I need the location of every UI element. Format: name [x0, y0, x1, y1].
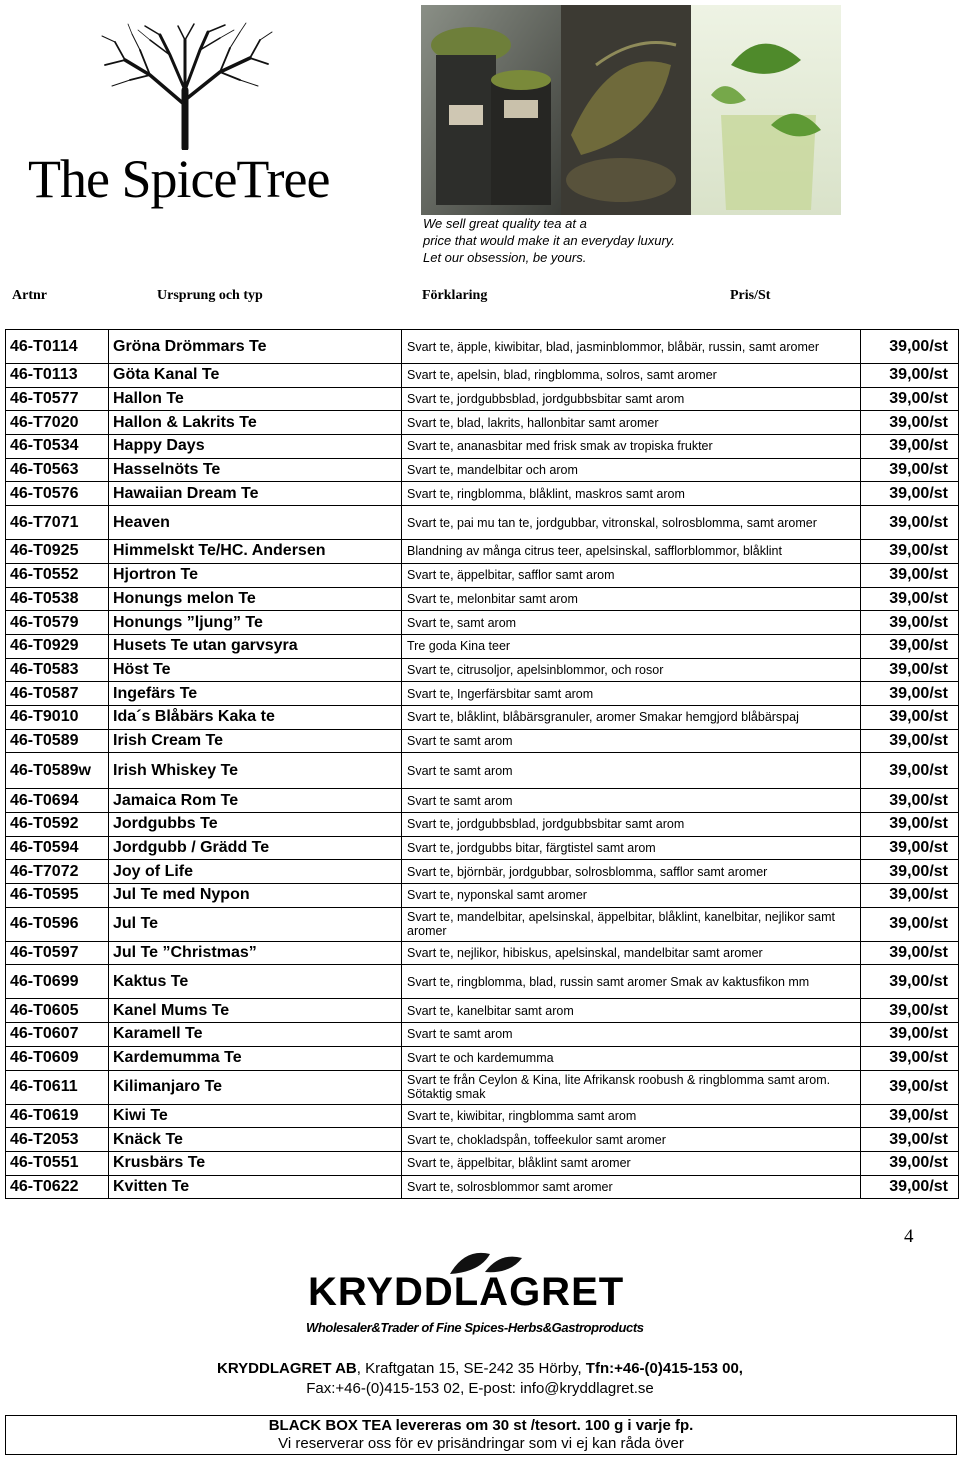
item-description: Svart te, apelsin, blad, ringblomma, solros, samt aromer	[402, 364, 861, 388]
item-name: Hjortron Te	[109, 563, 402, 587]
table-row	[6, 884, 959, 908]
item-description: Svart te, nyponskal samt aromer	[402, 884, 861, 908]
item-price: 39,00/st	[861, 411, 959, 435]
item-price: 39,00/st	[861, 611, 959, 635]
table-row	[6, 1151, 959, 1175]
table-row	[6, 634, 959, 658]
tagline-line: We sell great quality tea at a	[423, 216, 587, 231]
item-code: 46-T7072	[6, 860, 109, 884]
spicetree-logo	[20, 20, 350, 209]
item-code: 46-T0592	[6, 813, 109, 837]
item-price: 39,00/st	[861, 1070, 959, 1104]
item-price: 39,00/st	[861, 540, 959, 564]
item-description: Svart te, mandelbitar och arom	[402, 458, 861, 482]
item-price: 39,00/st	[861, 941, 959, 965]
table-row	[6, 789, 959, 813]
item-code: 46-T0552	[6, 563, 109, 587]
item-name: Jordgubbs Te	[109, 813, 402, 837]
item-description: Svart te, mandelbitar, apelsinskal, äppelbitar, blåklint, kanelbitar, nejlikor samt aromer	[402, 907, 861, 941]
item-name: Jul Te med Nypon	[109, 884, 402, 908]
item-name: Heaven	[109, 506, 402, 540]
item-description: Svart te samt arom	[402, 753, 861, 789]
table-row	[6, 836, 959, 860]
item-description: Svart te, blåklint, blåbärsgranuler, aromer Smakar hemgjord blåbärspaj	[402, 705, 861, 729]
item-price: 39,00/st	[861, 587, 959, 611]
table-row	[6, 563, 959, 587]
item-description: Svart te, ananasbitar med frisk smak av tropiska frukter	[402, 435, 861, 459]
item-description: Svart te, nejlikor, hibiskus, apelsinskal, mandelbitar samt aromer	[402, 941, 861, 965]
table-row	[6, 682, 959, 706]
item-name: Gröna Drömmars Te	[109, 330, 402, 364]
item-name: Kiwi Te	[109, 1104, 402, 1128]
item-code: 46-T0699	[6, 965, 109, 999]
table-row	[6, 364, 959, 388]
item-name: Kardemumma Te	[109, 1046, 402, 1070]
item-name: Happy Days	[109, 435, 402, 459]
item-name: Kaktus Te	[109, 965, 402, 999]
item-code: 46-T0589	[6, 729, 109, 753]
table-row	[6, 705, 959, 729]
tagline-line: price that would make it an everyday luxury.	[423, 233, 675, 248]
item-price: 39,00/st	[861, 330, 959, 364]
item-name: Irish Cream Te	[109, 729, 402, 753]
item-code: 46-T0563	[6, 458, 109, 482]
item-code: 46-T0925	[6, 540, 109, 564]
item-code: 46-T0538	[6, 587, 109, 611]
item-price: 39,00/st	[861, 506, 959, 540]
item-price: 39,00/st	[861, 364, 959, 388]
item-name: Irish Whiskey Te	[109, 753, 402, 789]
table-row	[6, 330, 959, 364]
notice-line-1: BLACK BOX TEA levereras om 30 st /tesort. 100 g i varje fp.	[268, 1417, 694, 1434]
item-name: Himmelskt Te/HC. Andersen	[109, 540, 402, 564]
item-description: Svart te samt arom	[402, 789, 861, 813]
table-row	[6, 729, 959, 753]
item-name: Kanel Mums Te	[109, 999, 402, 1023]
table-row	[6, 941, 959, 965]
item-name: Kilimanjaro Te	[109, 1070, 402, 1104]
product-table	[5, 329, 959, 1199]
table-row	[6, 1046, 959, 1070]
item-code: 46-T0596	[6, 907, 109, 941]
item-description: Svart te, melonbitar samt arom	[402, 587, 861, 611]
contact-address: , Kraftgatan 15, SE-242 35 Hörby,	[356, 1360, 586, 1377]
item-code: 46-T9010	[6, 705, 109, 729]
tagline	[423, 215, 675, 266]
item-price: 39,00/st	[861, 482, 959, 506]
item-code: 46-T0607	[6, 1023, 109, 1047]
item-name: Jul Te	[109, 907, 402, 941]
item-name: Hawaiian Dream Te	[109, 482, 402, 506]
item-price: 39,00/st	[861, 753, 959, 789]
item-name: Honungs ”ljung” Te	[109, 611, 402, 635]
item-name: Krusbärs Te	[109, 1151, 402, 1175]
table-row	[6, 587, 959, 611]
item-name: Hasselnöts Te	[109, 458, 402, 482]
item-code: 46-T0622	[6, 1175, 109, 1199]
table-row	[6, 813, 959, 837]
item-name: Hallon & Lakrits Te	[109, 411, 402, 435]
item-price: 39,00/st	[861, 458, 959, 482]
table-row	[6, 387, 959, 411]
kryddlagret-logo	[300, 1246, 670, 1346]
item-description: Svart te samt arom	[402, 1023, 861, 1047]
item-description: Svart te, äppelbitar, blåklint samt aromer	[402, 1151, 861, 1175]
item-code: 46-T7020	[6, 411, 109, 435]
item-price: 39,00/st	[861, 658, 959, 682]
item-price: 39,00/st	[861, 965, 959, 999]
item-price: 39,00/st	[861, 860, 959, 884]
item-description: Svart te, pai mu tan te, jordgubbar, vitronskal, solrosblomma, samt aromer	[402, 506, 861, 540]
item-price: 39,00/st	[861, 1023, 959, 1047]
contact-line-1	[0, 1360, 960, 1377]
item-code: 46-T0576	[6, 482, 109, 506]
item-code: 46-T0605	[6, 999, 109, 1023]
item-price: 39,00/st	[861, 729, 959, 753]
kryddlagret-name: KRYDDLAGRET	[308, 1270, 625, 1314]
item-description: Blandning av många citrus teer, apelsinskal, safflorblommor, blåklint	[402, 540, 861, 564]
item-code: 46-T0583	[6, 658, 109, 682]
item-description: Svart te, citrusoljor, apelsinblommor, och rosor	[402, 658, 861, 682]
table-row	[6, 907, 959, 941]
tagline-line: Let our obsession, be yours.	[423, 250, 587, 265]
item-price: 39,00/st	[861, 884, 959, 908]
table-row	[6, 860, 959, 884]
header-artnr: Artnr	[12, 288, 47, 303]
item-code: 46-T0113	[6, 364, 109, 388]
item-code: 46-T0594	[6, 836, 109, 860]
item-name: Honungs melon Te	[109, 587, 402, 611]
item-code: 46-T0694	[6, 789, 109, 813]
table-row	[6, 482, 959, 506]
contact-company: KRYDDLAGRET AB	[217, 1360, 357, 1377]
table-row	[6, 1070, 959, 1104]
item-description: Svart te, blad, lakrits, hallonbitar samt aromer	[402, 411, 861, 435]
item-name: Karamell Te	[109, 1023, 402, 1047]
item-description: Svart te, ringblomma, blad, russin samt aromer Smak av kaktusfikon mm	[402, 965, 861, 999]
table-row	[6, 435, 959, 459]
item-price: 39,00/st	[861, 387, 959, 411]
item-code: 46-T0619	[6, 1104, 109, 1128]
table-row	[6, 411, 959, 435]
item-price: 39,00/st	[861, 634, 959, 658]
table-row	[6, 458, 959, 482]
item-code: 46-T0114	[6, 330, 109, 364]
header-price: Pris/St	[730, 288, 771, 303]
item-price: 39,00/st	[861, 1151, 959, 1175]
table-row	[6, 1175, 959, 1199]
item-price: 39,00/st	[861, 789, 959, 813]
item-description: Svart te, chokladspån, toffeekulor samt aromer	[402, 1128, 861, 1152]
item-name: Jul Te ”Christmas”	[109, 941, 402, 965]
item-name: Kvitten Te	[109, 1175, 402, 1199]
item-description: Svart te, jordgubbs bitar, färgtistel samt arom	[402, 836, 861, 860]
item-price: 39,00/st	[861, 1104, 959, 1128]
product-table-body	[6, 330, 959, 1199]
item-description: Svart te, ringblomma, blåklint, maskros samt arom	[402, 482, 861, 506]
table-row	[6, 1023, 959, 1047]
tea-photo	[421, 5, 841, 215]
header-origin: Ursprung och typ	[157, 288, 263, 303]
item-description: Tre goda Kina teer	[402, 634, 861, 658]
table-row	[6, 1104, 959, 1128]
item-code: 46-T0587	[6, 682, 109, 706]
kryddlagret-tagline: Wholesaler&Trader of Fine Spices-Herbs&Gastroproducts	[306, 1320, 644, 1335]
item-name: Ida´s Blåbärs Kaka te	[109, 705, 402, 729]
notice-box	[5, 1415, 957, 1455]
item-name: Jamaica Rom Te	[109, 789, 402, 813]
item-price: 39,00/st	[861, 563, 959, 587]
item-code: 46-T0551	[6, 1151, 109, 1175]
item-name: Göta Kanal Te	[109, 364, 402, 388]
table-row	[6, 540, 959, 564]
table-row	[6, 965, 959, 999]
item-name: Joy of Life	[109, 860, 402, 884]
table-row	[6, 506, 959, 540]
item-description: Svart te, jordgubbsblad, jordgubbsbitar samt arom	[402, 813, 861, 837]
item-code: 46-T7071	[6, 506, 109, 540]
page-number: 4	[904, 1226, 914, 1247]
item-price: 39,00/st	[861, 836, 959, 860]
item-code: 46-T0579	[6, 611, 109, 635]
item-code: 46-T0611	[6, 1070, 109, 1104]
table-row	[6, 753, 959, 789]
item-price: 39,00/st	[861, 1175, 959, 1199]
item-code: 46-T0929	[6, 634, 109, 658]
item-description: Svart te, björnbär, jordgubbar, solrosblomma, safflor samt aromer	[402, 860, 861, 884]
item-name: Jordgubb / Grädd Te	[109, 836, 402, 860]
item-name: Höst Te	[109, 658, 402, 682]
item-code: 46-T0577	[6, 387, 109, 411]
tree-icon	[90, 20, 280, 150]
table-row	[6, 611, 959, 635]
item-price: 39,00/st	[861, 813, 959, 837]
item-description: Svart te och kardemumma	[402, 1046, 861, 1070]
brand-name: The SpiceTree	[28, 149, 330, 209]
item-name: Hallon Te	[109, 387, 402, 411]
item-description: Svart te, äpple, kiwibitar, blad, jasminblommor, blåbär, russin, samt aromer	[402, 330, 861, 364]
item-price: 39,00/st	[861, 435, 959, 459]
table-row	[6, 999, 959, 1023]
item-code: 46-T2053	[6, 1128, 109, 1152]
item-description: Svart te, samt arom	[402, 611, 861, 635]
contact-line-2: Fax:+46-(0)415-153 02, E-post: info@kryddlagret.se	[306, 1380, 654, 1397]
item-code: 46-T0597	[6, 941, 109, 965]
item-description: Svart te, Ingerfärsbitar samt arom	[402, 682, 861, 706]
item-description: Svart te, kiwibitar, ringblomma samt arom	[402, 1104, 861, 1128]
header-explanation: Förklaring	[422, 288, 488, 303]
item-price: 39,00/st	[861, 682, 959, 706]
item-price: 39,00/st	[861, 1046, 959, 1070]
item-name: Knäck Te	[109, 1128, 402, 1152]
table-row	[6, 1128, 959, 1152]
item-price: 39,00/st	[861, 999, 959, 1023]
item-description: Svart te, solrosblommor samt aromer	[402, 1175, 861, 1199]
item-description: Svart te, kanelbitar samt arom	[402, 999, 861, 1023]
notice-line-2: Vi reserverar oss för ev prisändringar som vi ej kan råda över	[278, 1435, 684, 1452]
item-name: Husets Te utan garvsyra	[109, 634, 402, 658]
item-price: 39,00/st	[861, 907, 959, 941]
item-price: 39,00/st	[861, 705, 959, 729]
item-price: 39,00/st	[861, 1128, 959, 1152]
item-description: Svart te, äppelbitar, safflor samt arom	[402, 563, 861, 587]
table-row	[6, 658, 959, 682]
item-description: Svart te från Ceylon & Kina, lite Afrikansk roobush & ringblomma samt arom. Sötaktig smak	[402, 1070, 861, 1104]
item-code: 46-T0595	[6, 884, 109, 908]
item-description: Svart te samt arom	[402, 729, 861, 753]
item-description: Svart te, jordgubbsblad, jordgubbsbitar samt arom	[402, 387, 861, 411]
item-code: 46-T0534	[6, 435, 109, 459]
item-code: 46-T0609	[6, 1046, 109, 1070]
contact-tel: Tfn:+46-(0)415-153 00,	[585, 1360, 743, 1377]
item-name: Ingefärs Te	[109, 682, 402, 706]
item-code: 46-T0589w	[6, 753, 109, 789]
